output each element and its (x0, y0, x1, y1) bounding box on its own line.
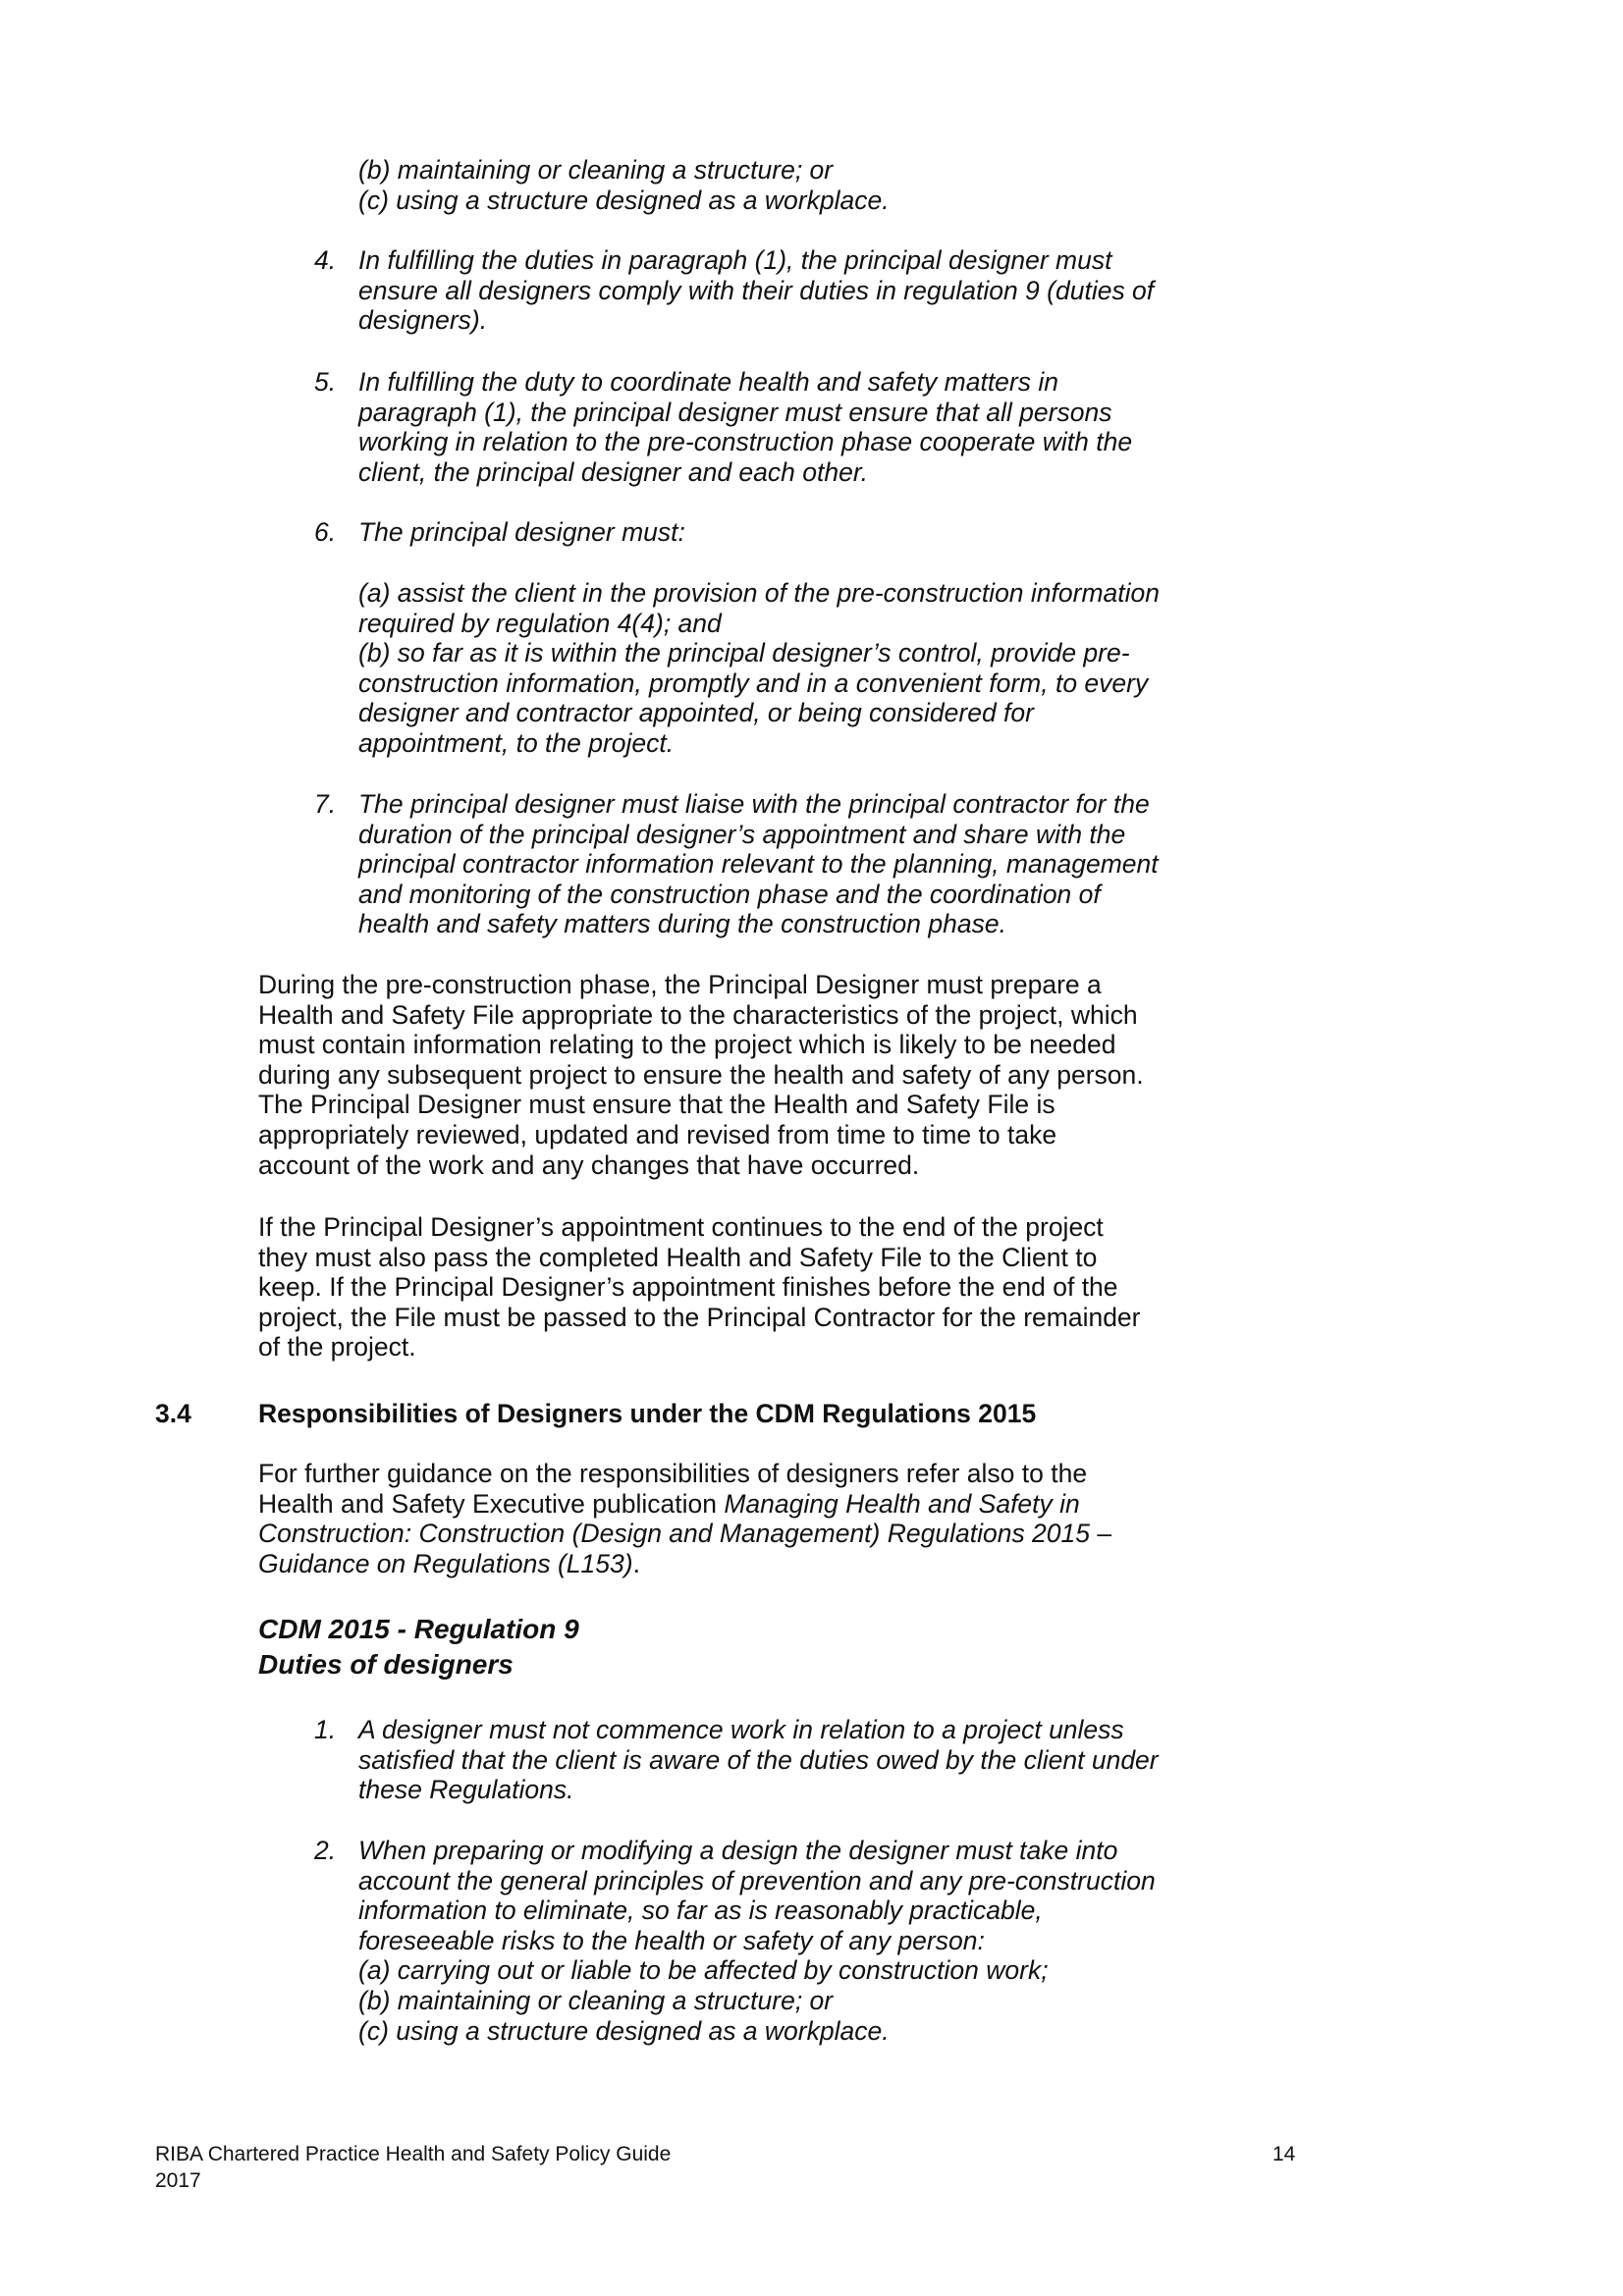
text-line: (c) using a structure designed as a workplace. (358, 185, 890, 215)
text-line: Duties of designers (258, 1649, 514, 1680)
section-title: Responsibilities of Designers under the CDM Regulations 2015 (258, 1399, 1037, 1428)
item-6-text (358, 517, 685, 548)
reg9-item-1-number: 1. (314, 1715, 337, 1744)
text-line: In fulfilling the duty to coordinate health and safety matters in (358, 367, 1058, 397)
text-line: must contain information relating to the project which is likely to be needed (258, 1030, 1116, 1060)
text-line: during any subsequent project to ensure the health and safety of any person. (258, 1059, 1144, 1090)
item-4-text (358, 245, 1154, 336)
text-line: (a) assist the client in the provision of the pre-construction information (358, 578, 1161, 608)
text-line: satisfied that the client is aware of the duties owed by the client under (358, 1744, 1159, 1775)
text-line: health and safety matters during the construction phase. (358, 909, 1006, 939)
item-4-number: 4. (314, 245, 337, 275)
text-line: appointment, to the project. (358, 727, 675, 758)
reg4-items-bc (358, 155, 890, 215)
section-number: 3.4 (155, 1399, 191, 1428)
item-7-number: 7. (314, 789, 337, 819)
text-line: designers). (358, 305, 488, 336)
item-6-number: 6. (314, 517, 337, 547)
page-number: 14 (1272, 2143, 1296, 2165)
text-line: information to eliminate, so far as is reasonably practicable, (358, 1896, 1043, 1926)
italic-text-run: Construction: Construction (Design and Management) Regulations 2015 – (258, 1519, 1112, 1549)
text-line: CDM 2015 - Regulation 9 (258, 1614, 579, 1644)
text-line: The principal designer must: (358, 517, 685, 547)
reg9-item-2-number: 2. (314, 1836, 337, 1865)
item-7-text (358, 789, 1159, 939)
text-line: designer and contractor appointed, or being considered for (358, 698, 1034, 728)
text-line: ensure all designers comply with their duties in regulation 9 (duties of (358, 275, 1155, 305)
text-line: (b) so far as it is within the principal designer’s control, provide pre- (358, 638, 1130, 668)
text-line: In fulfilling the duties in paragraph (1), the principal designer must (358, 245, 1112, 275)
text-line: these Regulations. (358, 1775, 574, 1805)
text-line (258, 1549, 1111, 1579)
text-run: For further guidance on the responsibilities of designers refer also to the (258, 1459, 1088, 1488)
text-line: (b) maintaining or cleaning a structure; or (358, 1985, 834, 2015)
text-line: working in relation to the pre-construction phase cooperate with the (358, 427, 1133, 457)
text-line: project, the File must be passed to the Principal Contractor for the remainder (258, 1302, 1141, 1332)
text-line: (a) carrying out or liable to be affected by construction work; (358, 1955, 1049, 1986)
text-line: A designer must not commence work in relation to a project unless (358, 1715, 1124, 1744)
text-line: Health and Safety File appropriate to the characteristics of the project, which (258, 999, 1138, 1030)
italic-text-run: Managing Health and Safety in (724, 1488, 1080, 1519)
paragraph-guidance (258, 1459, 1111, 1578)
text-line: keep. If the Principal Designer’s appointment finishes before the end of the (258, 1272, 1118, 1303)
text-line: foreseeable risks to the health or safety of any person: (358, 1925, 985, 1955)
text-run: Health and Safety Executive publication (258, 1488, 725, 1519)
text-line: The principal designer must liaise with the principal contractor for the (358, 789, 1150, 819)
text-run: . (632, 1548, 640, 1578)
text-line: principal contractor information relevant to the planning, management (358, 849, 1159, 880)
text-line: RIBA Chartered Practice Health and Safety Policy Guide (155, 2143, 672, 2165)
regulation-9-heading (258, 1612, 579, 1682)
text-line: duration of the principal designer’s appointment and share with the (358, 819, 1126, 849)
text-line: During the pre-construction phase, the Principal Designer must prepare a (258, 970, 1102, 999)
text-line: (c) using a structure designed as a workplace. (358, 2015, 890, 2046)
italic-text-run: Guidance on Regulations (L153) (258, 1548, 633, 1578)
item-6-subitems (358, 578, 1160, 759)
text-line: of the project. (258, 1332, 416, 1362)
reg9-item-1-text (358, 1715, 1159, 1805)
text-line: construction information, promptly and in a convenient form, to every (358, 667, 1149, 698)
text-line: account of the work and any changes that have occurred. (258, 1149, 920, 1180)
footer-document-title (155, 2141, 671, 2194)
reg9-item-2-text (358, 1836, 1156, 2046)
text-line (258, 1489, 1111, 1520)
text-line: account the general principles of prevention and any pre-construction (358, 1865, 1156, 1896)
text-line: (b) maintaining or cleaning a structure; or (358, 155, 834, 185)
item-5-text (358, 367, 1132, 487)
text-line: If the Principal Designer’s appointment continues to the end of the project (258, 1212, 1104, 1242)
text-line: they must also pass the completed Health and Safety File to the Client to (258, 1242, 1098, 1272)
text-line: When preparing or modifying a design the designer must take into (358, 1836, 1118, 1865)
paragraph-file-handover (258, 1212, 1141, 1362)
text-line (258, 1519, 1111, 1549)
paragraph-health-safety-file (258, 970, 1144, 1180)
text-line: and monitoring of the construction phase and the coordination of (358, 879, 1101, 909)
text-line: paragraph (1), the principal designer must ensure that all persons (358, 397, 1112, 427)
text-line: required by regulation 4(4); and (358, 608, 722, 638)
text-line (258, 1459, 1111, 1489)
text-line: 2017 (155, 2169, 201, 2192)
text-line: appropriately reviewed, updated and revised from time to time to take (258, 1119, 1057, 1149)
item-5-number: 5. (314, 367, 337, 397)
text-line: The Principal Designer must ensure that the Health and Safety File is (258, 1090, 1055, 1120)
text-line: client, the principal designer and each other. (358, 456, 869, 487)
